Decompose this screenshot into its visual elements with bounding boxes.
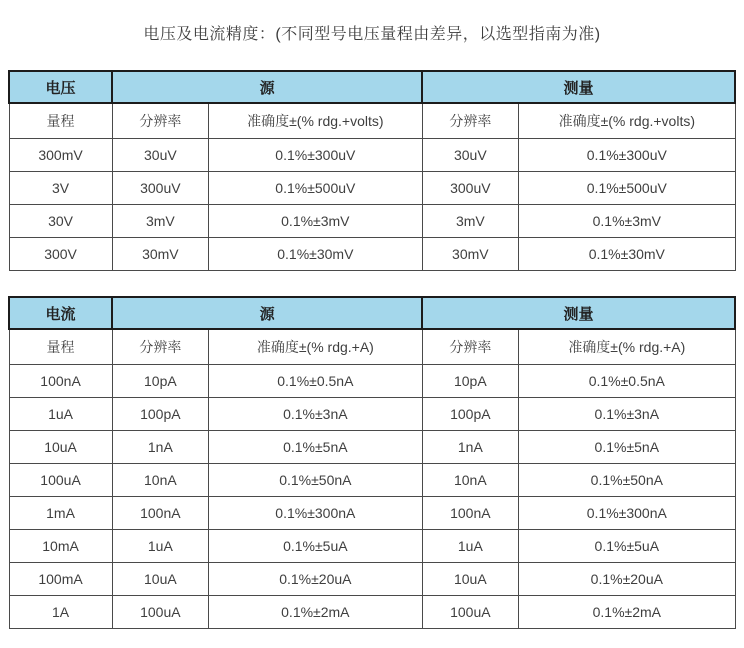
table-cell: 1nA	[112, 431, 209, 464]
table-row	[9, 497, 735, 530]
table-cell: 0.1%±5uA	[519, 530, 735, 563]
table-cell: 0.1%±0.5nA	[209, 365, 422, 398]
table-cell: 10nA	[112, 464, 209, 497]
table-cell: 300V	[9, 238, 112, 271]
table-cell: 0.1%±3mV	[519, 205, 735, 238]
sub-header-cell: 准确度±(% rdg.+A)	[519, 329, 735, 365]
table-cell: 30mV	[112, 238, 209, 271]
voltage-table-body	[9, 139, 735, 271]
table-cell: 0.1%±20uA	[209, 563, 422, 596]
table-row	[9, 205, 735, 238]
table-cell: 10mA	[9, 530, 112, 563]
group-header-cell: 电压	[9, 71, 112, 103]
table-cell: 0.1%±300uV	[519, 139, 735, 172]
current-sub-header-row	[9, 329, 735, 365]
sub-header-cell: 分辨率	[422, 329, 519, 365]
group-header-cell: 测量	[422, 71, 735, 103]
sub-header-cell: 准确度±(% rdg.+volts)	[519, 103, 735, 139]
table-cell: 3mV	[422, 205, 519, 238]
table-cell: 100mA	[9, 563, 112, 596]
table-cell: 1uA	[9, 398, 112, 431]
group-header-cell: 测量	[422, 297, 735, 329]
sub-header-cell: 分辨率	[422, 103, 519, 139]
table-cell: 10uA	[422, 563, 519, 596]
table-cell: 0.1%±30mV	[519, 238, 735, 271]
table-cell: 10pA	[422, 365, 519, 398]
sub-header-cell: 量程	[9, 329, 112, 365]
table-row	[9, 596, 735, 629]
table-cell: 10uA	[9, 431, 112, 464]
table-cell: 3mV	[112, 205, 209, 238]
table-cell: 10nA	[422, 464, 519, 497]
table-cell: 0.1%±300uV	[209, 139, 422, 172]
table-cell: 0.1%±3mV	[209, 205, 422, 238]
table-cell: 100nA	[422, 497, 519, 530]
table-row	[9, 563, 735, 596]
table-row	[9, 139, 735, 172]
table-row	[9, 172, 735, 205]
sub-header-cell: 分辨率	[112, 329, 209, 365]
table-row	[9, 238, 735, 271]
table-cell: 0.1%±0.5nA	[519, 365, 735, 398]
table-cell: 100nA	[9, 365, 112, 398]
table-cell: 0.1%±5nA	[209, 431, 422, 464]
voltage-spec-table	[8, 70, 736, 271]
table-cell: 100uA	[9, 464, 112, 497]
sub-header-cell: 量程	[9, 103, 112, 139]
table-cell: 1uA	[112, 530, 209, 563]
group-header-cell: 源	[112, 297, 422, 329]
table-cell: 300mV	[9, 139, 112, 172]
page	[0, 21, 744, 629]
table-cell: 3V	[9, 172, 112, 205]
table-cell: 0.1%±50nA	[519, 464, 735, 497]
table-row	[9, 398, 735, 431]
table-cell: 1A	[9, 596, 112, 629]
sub-header-cell: 分辨率	[112, 103, 209, 139]
table-cell: 0.1%±300nA	[209, 497, 422, 530]
table-cell: 0.1%±50nA	[209, 464, 422, 497]
table-cell: 0.1%±300nA	[519, 497, 735, 530]
table-cell: 0.1%±2mA	[209, 596, 422, 629]
table-cell: 300uV	[112, 172, 209, 205]
voltage-sub-header-row	[9, 103, 735, 139]
table-cell: 300uV	[422, 172, 519, 205]
table-cell: 30mV	[422, 238, 519, 271]
table-cell: 1mA	[9, 497, 112, 530]
current-spec-table	[8, 296, 736, 629]
table-cell: 0.1%±20uA	[519, 563, 735, 596]
current-group-header-row	[9, 297, 735, 329]
table-cell: 0.1%±5nA	[519, 431, 735, 464]
sub-header-cell: 准确度±(% rdg.+A)	[209, 329, 422, 365]
table-row	[9, 365, 735, 398]
table-row	[9, 431, 735, 464]
table-cell: 30uV	[422, 139, 519, 172]
page-title: 电压及电流精度：(不同型号电压量程由差异，以选型指南为准)	[143, 26, 601, 43]
table-cell: 0.1%±500uV	[519, 172, 735, 205]
table-cell: 10pA	[112, 365, 209, 398]
group-header-cell: 源	[112, 71, 422, 103]
table-cell: 0.1%±2mA	[519, 596, 735, 629]
voltage-group-header-row	[9, 71, 735, 103]
table-row	[9, 464, 735, 497]
table-cell: 30uV	[112, 139, 209, 172]
sub-header-cell: 准确度±(% rdg.+volts)	[209, 103, 422, 139]
table-cell: 100uA	[422, 596, 519, 629]
table-cell: 0.1%±500uV	[209, 172, 422, 205]
table-cell: 30V	[9, 205, 112, 238]
table-cell: 100uA	[112, 596, 209, 629]
table-cell: 1nA	[422, 431, 519, 464]
table-row	[9, 530, 735, 563]
table-cell: 0.1%±5uA	[209, 530, 422, 563]
table-cell: 100pA	[112, 398, 209, 431]
table-cell: 100nA	[112, 497, 209, 530]
group-header-cell: 电流	[9, 297, 112, 329]
table-cell: 1uA	[422, 530, 519, 563]
table-cell: 0.1%±3nA	[209, 398, 422, 431]
table-cell: 0.1%±30mV	[209, 238, 422, 271]
current-table-body	[9, 365, 735, 629]
table-cell: 100pA	[422, 398, 519, 431]
table-cell: 10uA	[112, 563, 209, 596]
table-cell: 0.1%±3nA	[519, 398, 735, 431]
